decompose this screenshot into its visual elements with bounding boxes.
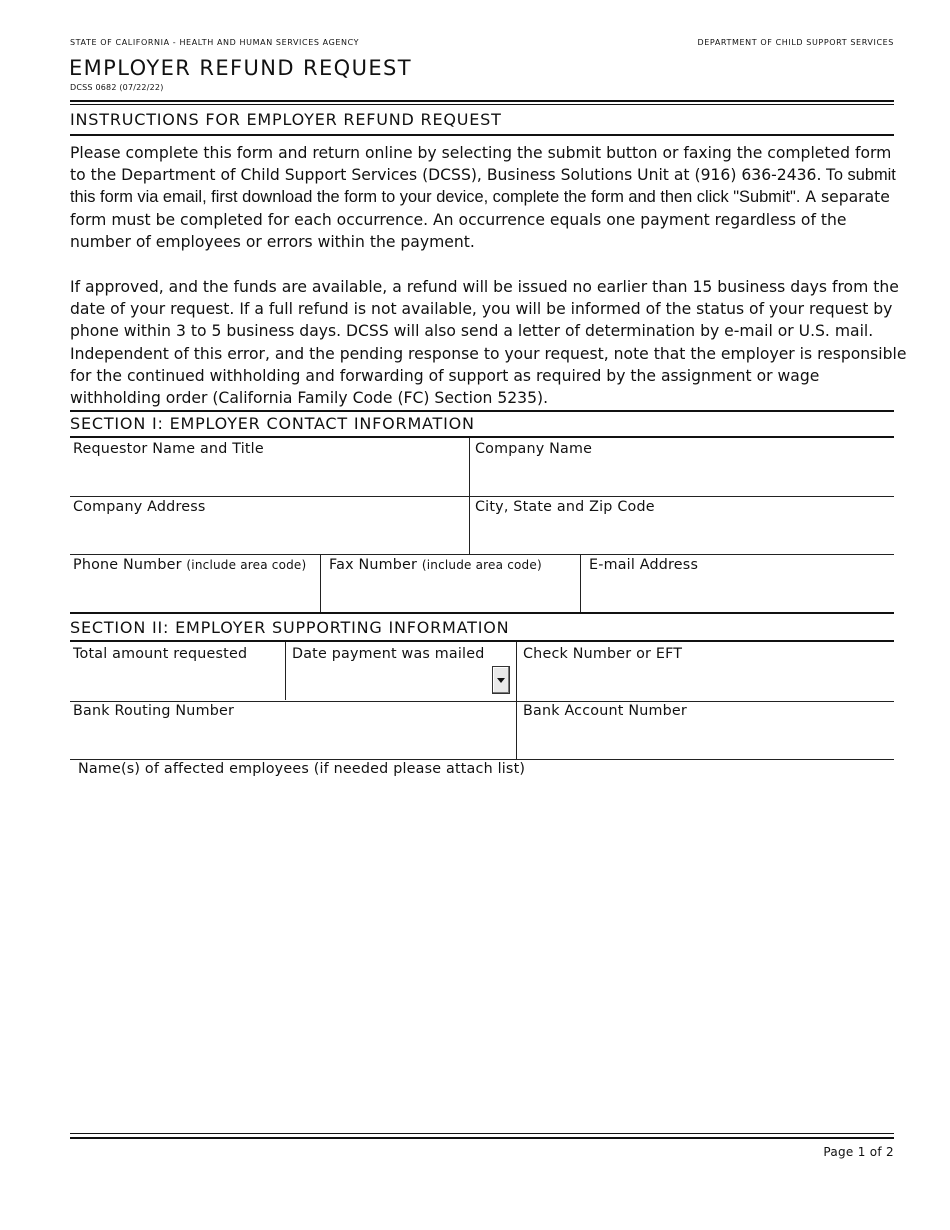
- chevron-down-icon: [497, 678, 505, 683]
- requestor-name-field[interactable]: [70, 438, 468, 496]
- fax-number-note: (include area code): [421, 558, 542, 572]
- section1-rule-top: [70, 410, 894, 412]
- instructions-text-c: A separate form must be completed for each occurrence. An occurrence equals one payment regardless of the number of employees or errors within the payment.: [70, 188, 890, 251]
- phone-number-field[interactable]: [70, 555, 319, 612]
- footer-rule-thin: [70, 1133, 894, 1134]
- company-address-field[interactable]: [70, 497, 468, 554]
- agency-name: STATE OF CALIFORNIA - HEALTH AND HUMAN SERVICES AGENCY: [70, 38, 360, 47]
- email-field[interactable]: [581, 555, 894, 612]
- form-title: EMPLOYER REFUND REQUEST: [69, 56, 412, 80]
- date-mailed-field[interactable]: [286, 642, 515, 700]
- fax-number-field[interactable]: [321, 555, 579, 612]
- instructions-rule: [70, 134, 894, 136]
- routing-number-label: Bank Routing Number: [73, 703, 235, 719]
- department-name: DEPARTMENT OF CHILD SUPPORT SERVICES: [697, 38, 894, 47]
- form-number: DCSS 0682 (07/22/22): [70, 83, 164, 92]
- account-number-label: Bank Account Number: [523, 703, 687, 719]
- section2-row-line-2: [70, 759, 894, 760]
- phone-number-note: (include area code): [186, 558, 307, 572]
- city-state-zip-label: City, State and Zip Code: [475, 499, 655, 515]
- affected-employees-field[interactable]: [70, 782, 894, 1127]
- date-mailed-label: Date payment was mailed: [292, 646, 485, 662]
- header-rule-thick: [70, 100, 894, 102]
- account-number-field[interactable]: [517, 702, 894, 759]
- header-rule-thin: [70, 104, 894, 105]
- total-amount-field[interactable]: [70, 642, 284, 700]
- company-address-label: Company Address: [73, 499, 206, 515]
- affected-employees-label: Name(s) of affected employees (if needed please attach list): [78, 761, 526, 777]
- instructions-text-b: To submit this form via email, first download the form to your device, complete the form and then click "Submit".: [70, 166, 896, 207]
- total-amount-label: Total amount requested: [73, 646, 248, 662]
- section1-heading: SECTION I: EMPLOYER CONTACT INFORMATION: [70, 414, 475, 433]
- footer-rule-thick: [70, 1137, 894, 1139]
- company-name-label: Company Name: [475, 441, 593, 457]
- city-state-zip-field[interactable]: [470, 497, 894, 554]
- page-number: Page 1 of 2: [823, 1145, 894, 1159]
- check-number-field[interactable]: [517, 642, 894, 700]
- date-dropdown-button[interactable]: [492, 666, 510, 694]
- instructions-text-a: Please complete this form and return online by selecting the submit button or faxing the completed form to the Department of Child Support Services (DCSS), Business Solutions Unit at (916) 636-2436.: [70, 144, 892, 185]
- email-label: E-mail Address: [589, 557, 699, 573]
- company-name-field[interactable]: [470, 438, 894, 496]
- check-number-label: Check Number or EFT: [523, 646, 683, 662]
- instructions-paragraph-2: If approved, and the funds are available, a refund will be issued no earlier than 15 business days from the date of your request. If a full refund is not available, you will be informed of the status of your request by phone within 3 to 5 business days. DCSS will also send a letter of determination by e-mail or U.S. mail. Independent of this error, and the pending response to your request, note that the employer is responsible for the continued withholding and forwarding of support as required by the assignment or wage withholding order (California Family Code (FC) Section 5235).: [70, 278, 907, 408]
- section2-heading: SECTION II: EMPLOYER SUPPORTING INFORMATION: [70, 618, 510, 637]
- requestor-name-label: Requestor Name and Title: [73, 441, 264, 457]
- instructions-paragraph-1: [70, 142, 910, 253]
- fax-number-label-text: Fax Number: [329, 557, 418, 573]
- routing-number-field[interactable]: [70, 702, 515, 759]
- instructions-heading: INSTRUCTIONS FOR EMPLOYER REFUND REQUEST: [70, 110, 502, 129]
- section2-rule-top: [70, 612, 894, 614]
- phone-number-label-text: Phone Number: [73, 557, 182, 573]
